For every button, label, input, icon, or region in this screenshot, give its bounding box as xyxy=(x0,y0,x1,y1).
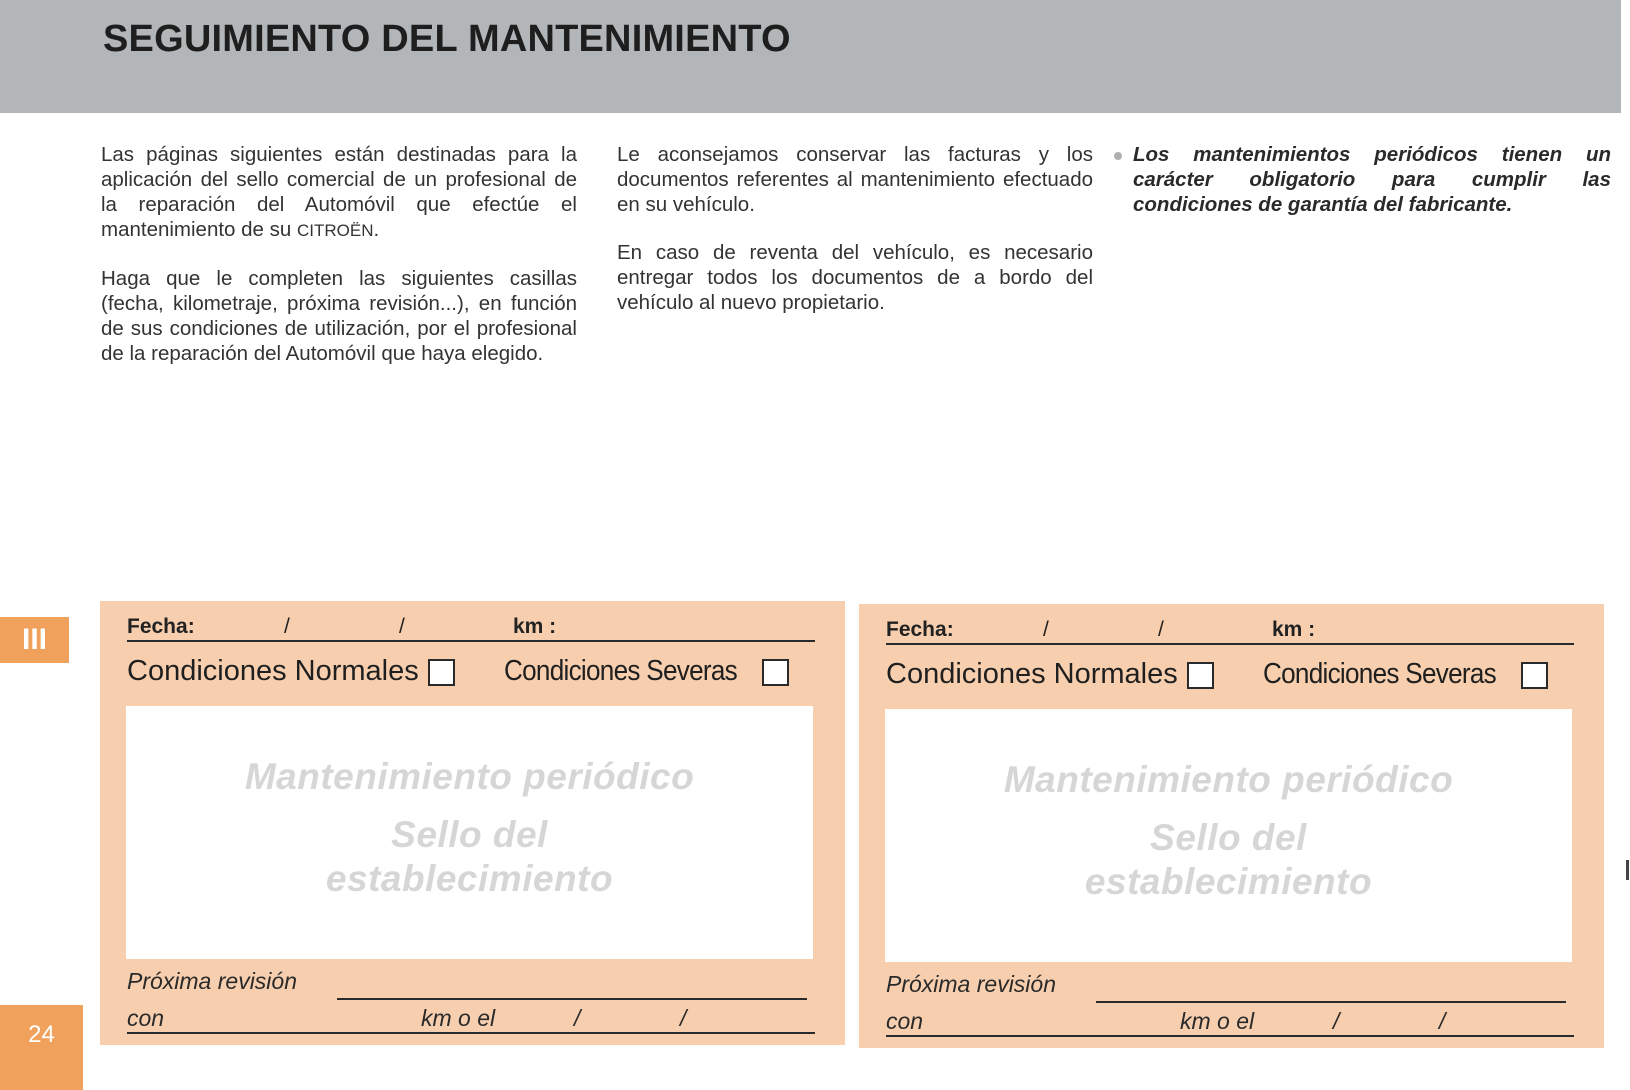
edge-mark xyxy=(1626,860,1629,880)
stamp-subtitle: Sello del xyxy=(391,814,548,855)
next-revision-line[interactable] xyxy=(337,998,807,1000)
normal-conditions-checkbox[interactable] xyxy=(428,659,455,686)
stamp-subtitle: Sello del xyxy=(1150,817,1307,858)
date-separator: / xyxy=(574,1005,581,1031)
next-revision-km-row xyxy=(127,1005,815,1034)
page-number: 24 xyxy=(0,1005,83,1090)
normal-conditions-label: Condiciones Normales xyxy=(886,658,1178,690)
severe-conditions-label: Condiciones Severas xyxy=(1263,658,1496,690)
stamp-title: Mantenimiento periódico xyxy=(1003,759,1454,800)
conditions-row xyxy=(127,651,827,691)
advice-paragraph-2: En caso de reventa del vehículo, es necesario entregar todos los documentos de a bordo del vehículo al nuevo propietario. xyxy=(617,241,1093,314)
date-separator: / xyxy=(1439,1008,1446,1034)
stamp-title: Mantenimiento periódico xyxy=(244,756,695,797)
next-revision-line[interactable] xyxy=(1096,1001,1566,1003)
km-label: km : xyxy=(1272,618,1316,641)
header-bar xyxy=(0,0,1621,113)
intro-paragraph-1 xyxy=(101,142,577,243)
date-separator: / xyxy=(1043,618,1049,641)
date-km-row xyxy=(886,616,1574,645)
maintenance-record-card xyxy=(100,601,845,1045)
stamp-area[interactable] xyxy=(885,709,1572,962)
maintenance-record-card xyxy=(859,604,1604,1048)
warranty-note: Los mantenimientos periódicos tienen un carácter obligatorio para cumplir las condiciones de garantía del fabricante. xyxy=(1133,143,1611,216)
severe-conditions-checkbox[interactable] xyxy=(762,659,789,686)
next-revision-label: Próxima revisión xyxy=(127,968,297,994)
next-revision-label: Próxima revisión xyxy=(886,971,1056,997)
intro-column-1 xyxy=(101,142,577,389)
date-separator: / xyxy=(1158,618,1164,641)
stamp-area[interactable] xyxy=(126,706,813,959)
date-separator: / xyxy=(1333,1008,1340,1034)
severe-conditions-label: Condiciones Severas xyxy=(504,655,737,687)
intro-paragraph-1-end: . xyxy=(373,218,380,241)
next-revision-km-row xyxy=(886,1008,1574,1037)
section-tab: III xyxy=(0,617,69,663)
intro-column-3 xyxy=(1133,142,1611,240)
stamp-subtitle: establecimiento xyxy=(325,858,614,899)
severe-conditions-checkbox[interactable] xyxy=(1521,662,1548,689)
conditions-row xyxy=(886,654,1586,694)
con-label: con xyxy=(127,1005,165,1031)
date-label: Fecha: xyxy=(127,615,195,638)
date-separator: / xyxy=(284,615,290,638)
date-label: Fecha: xyxy=(886,618,954,641)
advice-paragraph-1: Le aconsejamos conservar las facturas y los documentos referentes al mantenimiento efectuado en su vehículo. xyxy=(617,143,1093,216)
date-km-row xyxy=(127,613,815,642)
km-or-date-label: km o el xyxy=(421,1005,496,1031)
km-or-date-label: km o el xyxy=(1180,1008,1255,1034)
brand-name: CITROËN xyxy=(297,221,374,240)
km-label: km : xyxy=(513,615,557,638)
normal-conditions-checkbox[interactable] xyxy=(1187,662,1214,689)
bullet-icon xyxy=(1114,152,1122,160)
page-title: SEGUIMIENTO DEL MANTENIMIENTO xyxy=(103,18,791,60)
date-separator: / xyxy=(680,1005,687,1031)
intro-paragraph-1-text: Las páginas siguientes están destinadas para la aplicación del sello comercial de un profesional de la reparación del Automóvil que efectúe el mantenimiento de su xyxy=(101,143,577,241)
normal-conditions-label: Condiciones Normales xyxy=(127,655,419,687)
intro-paragraph-2: Haga que le completen las siguientes casillas (fecha, kilometraje, próxima revisión...), en función de sus condiciones de utilización, por el profesional de la reparación del Automóvil que haya elegido. xyxy=(101,267,577,365)
stamp-subtitle: establecimiento xyxy=(1084,861,1373,902)
con-label: con xyxy=(886,1008,924,1034)
date-separator: / xyxy=(399,615,405,638)
intro-column-2 xyxy=(617,142,1093,338)
